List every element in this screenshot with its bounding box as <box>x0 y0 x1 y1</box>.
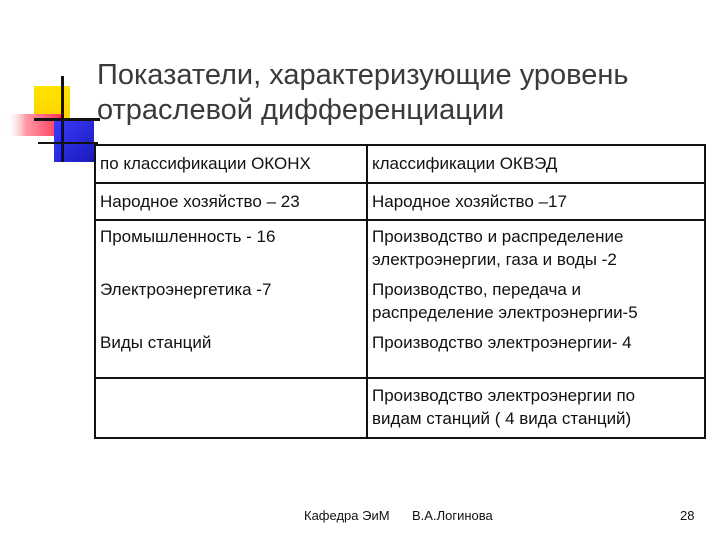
header-cell-okonh: по классификации ОКОНХ <box>95 145 367 183</box>
title-line-1: Показатели, характеризующие уровень <box>97 59 629 91</box>
footer-author: В.А.Логинова <box>412 508 493 523</box>
page-number: 28 <box>680 508 695 523</box>
decorative-logo-icon <box>0 0 100 170</box>
cell-line: электроэнергии, газа и воды -2 <box>372 250 617 269</box>
cell-line: Производство и распределение <box>372 227 624 246</box>
cell-line: Народное хозяйство –17 <box>372 192 567 211</box>
table-row <box>95 378 705 438</box>
table-cell: Народное хозяйство – 23 <box>95 183 367 220</box>
table-cell: Электроэнергетика -7 <box>95 274 367 328</box>
comparison-table <box>94 144 706 439</box>
table-row <box>95 328 705 378</box>
cell-line: Производство электроэнергии- 4 <box>372 333 632 352</box>
table-cell <box>367 274 705 328</box>
table-row <box>95 183 705 220</box>
cell-line: видам станций ( 4 вида станций) <box>372 409 632 428</box>
page-title <box>97 58 697 128</box>
table-cell <box>367 220 705 274</box>
table-cell <box>367 183 705 220</box>
cell-line: Производство электроэнергии по <box>372 386 636 405</box>
cell-line: Производство, передача и <box>372 280 582 299</box>
header-cell-okved: классификации ОКВЭД <box>367 145 705 183</box>
footer-department: Кафедра ЭиМ <box>304 508 390 523</box>
table-header-row <box>95 145 705 183</box>
table-cell <box>95 378 367 438</box>
table-cell: Виды станций <box>95 328 367 378</box>
table-row <box>95 220 705 274</box>
table-row <box>95 274 705 328</box>
table-cell: Промышленность - 16 <box>95 220 367 274</box>
cell-line: распределение электроэнергии-5 <box>372 303 638 322</box>
title-line-2: отраслевой дифференциации <box>97 94 505 126</box>
table-cell <box>367 328 705 378</box>
table-cell <box>367 378 705 438</box>
